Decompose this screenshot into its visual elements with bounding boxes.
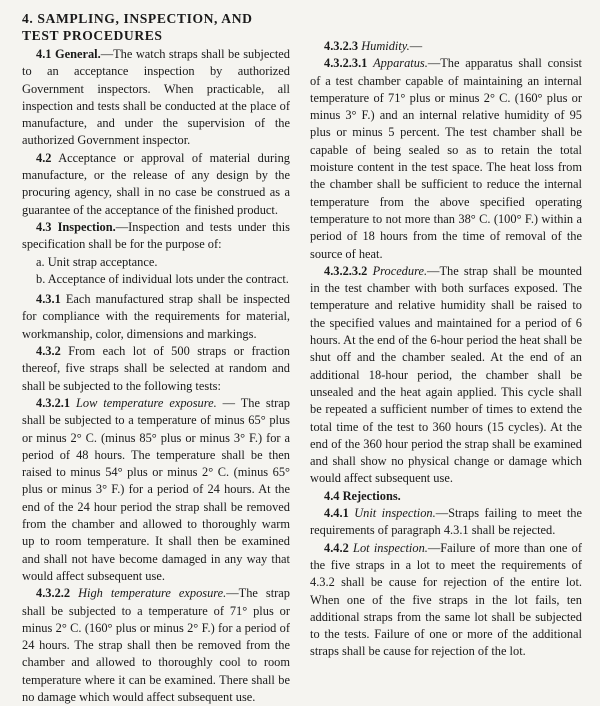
paragraph-number: 4.3.2.1: [36, 395, 71, 410]
paragraph-text: —Failure of more than one of the five straps in a lot to meet the requirements of 4.3.2 shall be cause for rejection of the entire lot. When one of the five straps in the lot fails, ten additional straps from the same lot shall be subjected to the tests. Failure of one or more of the additional straps shall be cause for rejection of the lot.: [310, 540, 582, 659]
paragraph-number: 4.3.2.3.2: [324, 263, 368, 278]
paragraph-4-3-2-3: [310, 38, 582, 55]
paragraph-heading: Apparatus.: [373, 56, 428, 71]
paragraph-4-3-2: [22, 343, 290, 395]
paragraph-4-3: [22, 219, 290, 254]
paragraph-text: —The strap shall be mounted in the test chamber with both surfaces exposed. The temperature and relative humidity shall be raised to the specified values and maintained for a period of 6 hours. At the end of the 6-hour period the heat shall be shut off and the chamber sealed. At the end of an additional 18-hour period, the chamber shall be unsealed and the heat again applied. This cycle shall be repeated a sufficient number of times to extend the total time of the test to 360 hours (15 cycles). At the end of the 360 hour period the strap shall be examined and shall show no physical change or damage which would affect subsequent use.: [310, 263, 582, 486]
paragraph-text: —Inspection and tests under this specification shall be for the purpose of:: [22, 219, 290, 252]
paragraph-number: 4.3: [36, 219, 52, 234]
paragraph-4-1: [22, 46, 290, 150]
paragraph-text: Each manufactured strap shall be inspected for compliance with the requirements for material, workmanship, color, dimensions and markings.: [22, 292, 290, 341]
paragraph-dash: —: [409, 39, 423, 53]
paragraph-text: —Straps failing to meet the requirements of paragraph 4.3.1 shall be rejected.: [310, 506, 582, 538]
paragraph-text: —The apparatus shall consist of a test chamber capable of maintaining an internal temperature of 71° plus or minus 2° C. (160° plus or minus 3° F.) and an internal relative humidity of 95 plus or minus 5 percent. The test chamber shall be capable of being sealed so as to retain the total moisture content in the test space. The heat loss from the chamber shall be sufficient to reduce the internal temperature from the above specified operating temperature to not more than 38° C. (100° F.) within a period of 18 hours from the time of removal of the source of heat.: [310, 56, 582, 261]
list-item-b: b. Acceptance of individual lots under the contract.: [36, 271, 289, 286]
paragraph-text: —The watch straps shall be subjected to an acceptance inspection by authorized Government inspectors. When practicable, all inspection and tests shall be conducted at the place of manufacture, and under the supervision of the authorized Government inspector.: [22, 47, 290, 148]
paragraph-4-4: [310, 488, 582, 505]
paragraph-number: 4.3.1: [36, 292, 61, 307]
paragraph-4-4-1: [310, 505, 582, 540]
paragraph-4-4-2: [310, 540, 582, 661]
paragraph-number: 4.3.2.3.1: [324, 56, 368, 71]
list-item-a: a. Unit strap acceptance.: [36, 254, 158, 269]
paragraph-number: 4.2: [36, 150, 52, 165]
paragraph-4-3-2-2: [22, 585, 290, 706]
left-column: [22, 10, 290, 706]
paragraph-heading: General.: [54, 47, 101, 61]
paragraph-number: 4.4: [324, 488, 340, 503]
paragraph-number: 4.4.2: [324, 540, 349, 555]
paragraph-heading: Humidity.: [361, 39, 410, 53]
paragraph-heading: Unit inspection.: [354, 506, 436, 521]
paragraph-number: 4.3.2.3: [324, 39, 359, 53]
section-title: 4. SAMPLING, INSPECTION, AND TEST PROCEDURES: [22, 11, 253, 43]
paragraph-heading: Lot inspection.: [353, 540, 428, 555]
paragraph-4-3-2-3-1: [310, 55, 582, 263]
right-column: [310, 38, 582, 661]
paragraph-heading: Rejections.: [342, 488, 401, 503]
paragraph-text: — The strap shall be subjected to a temperature of minus 65° plus or minus 2° C. (minus 85° plus or minus 3° F.) for a period of 48 hours. The temperature shall be then raised to minus 54° plus or minus 2° C. (minus 65° plus or minus 3° F.) for a period of 24 hours. At the end of the 24 hour period the strap shall be removed from the chamber and allowed to thoroughly warm up to room temperature. It shall then be examined and shall not have become damaged in any way that would affect subsequent use.: [22, 395, 291, 583]
paragraph-number: 4.4.1: [324, 506, 349, 521]
paragraph-number: 4.3.2: [36, 344, 61, 359]
paragraph-number: 4.1: [36, 47, 52, 61]
paragraph-heading: Inspection.: [57, 219, 116, 234]
paragraph-4-3-2-1: [22, 395, 290, 585]
paragraph-heading: High temperature exposure.: [78, 586, 227, 601]
paragraph-text: Acceptance or approval of material during manufacture, or the release of any design by the procuring agency, shall in no case be construed as a guarantee of the acceptance of the finished product.: [22, 150, 290, 217]
paragraph-text: —The strap shall be subjected to a temperature of 71° plus or minus 2° C. (160° plus or minus 2° F.) for a period of 24 hours. The strap shall then be removed from the chamber and allowed to thoroughly cool to room temperature where it can be examined. There shall be no damage which would affect subsequent use.: [22, 586, 290, 704]
paragraph-heading: Procedure.: [372, 263, 428, 278]
paragraph-4-3-1: [22, 291, 290, 343]
paragraph-number: 4.3.2.2: [36, 586, 71, 601]
paragraph-text: From each lot of 500 straps or fraction thereof, five straps shall be selected at random and shall be subjected to the following tests:: [22, 344, 290, 393]
paragraph-4-3-2-3-2: [310, 263, 582, 488]
paragraph-heading: Low temperature exposure.: [76, 395, 217, 410]
paragraph-4-2: [22, 150, 290, 219]
